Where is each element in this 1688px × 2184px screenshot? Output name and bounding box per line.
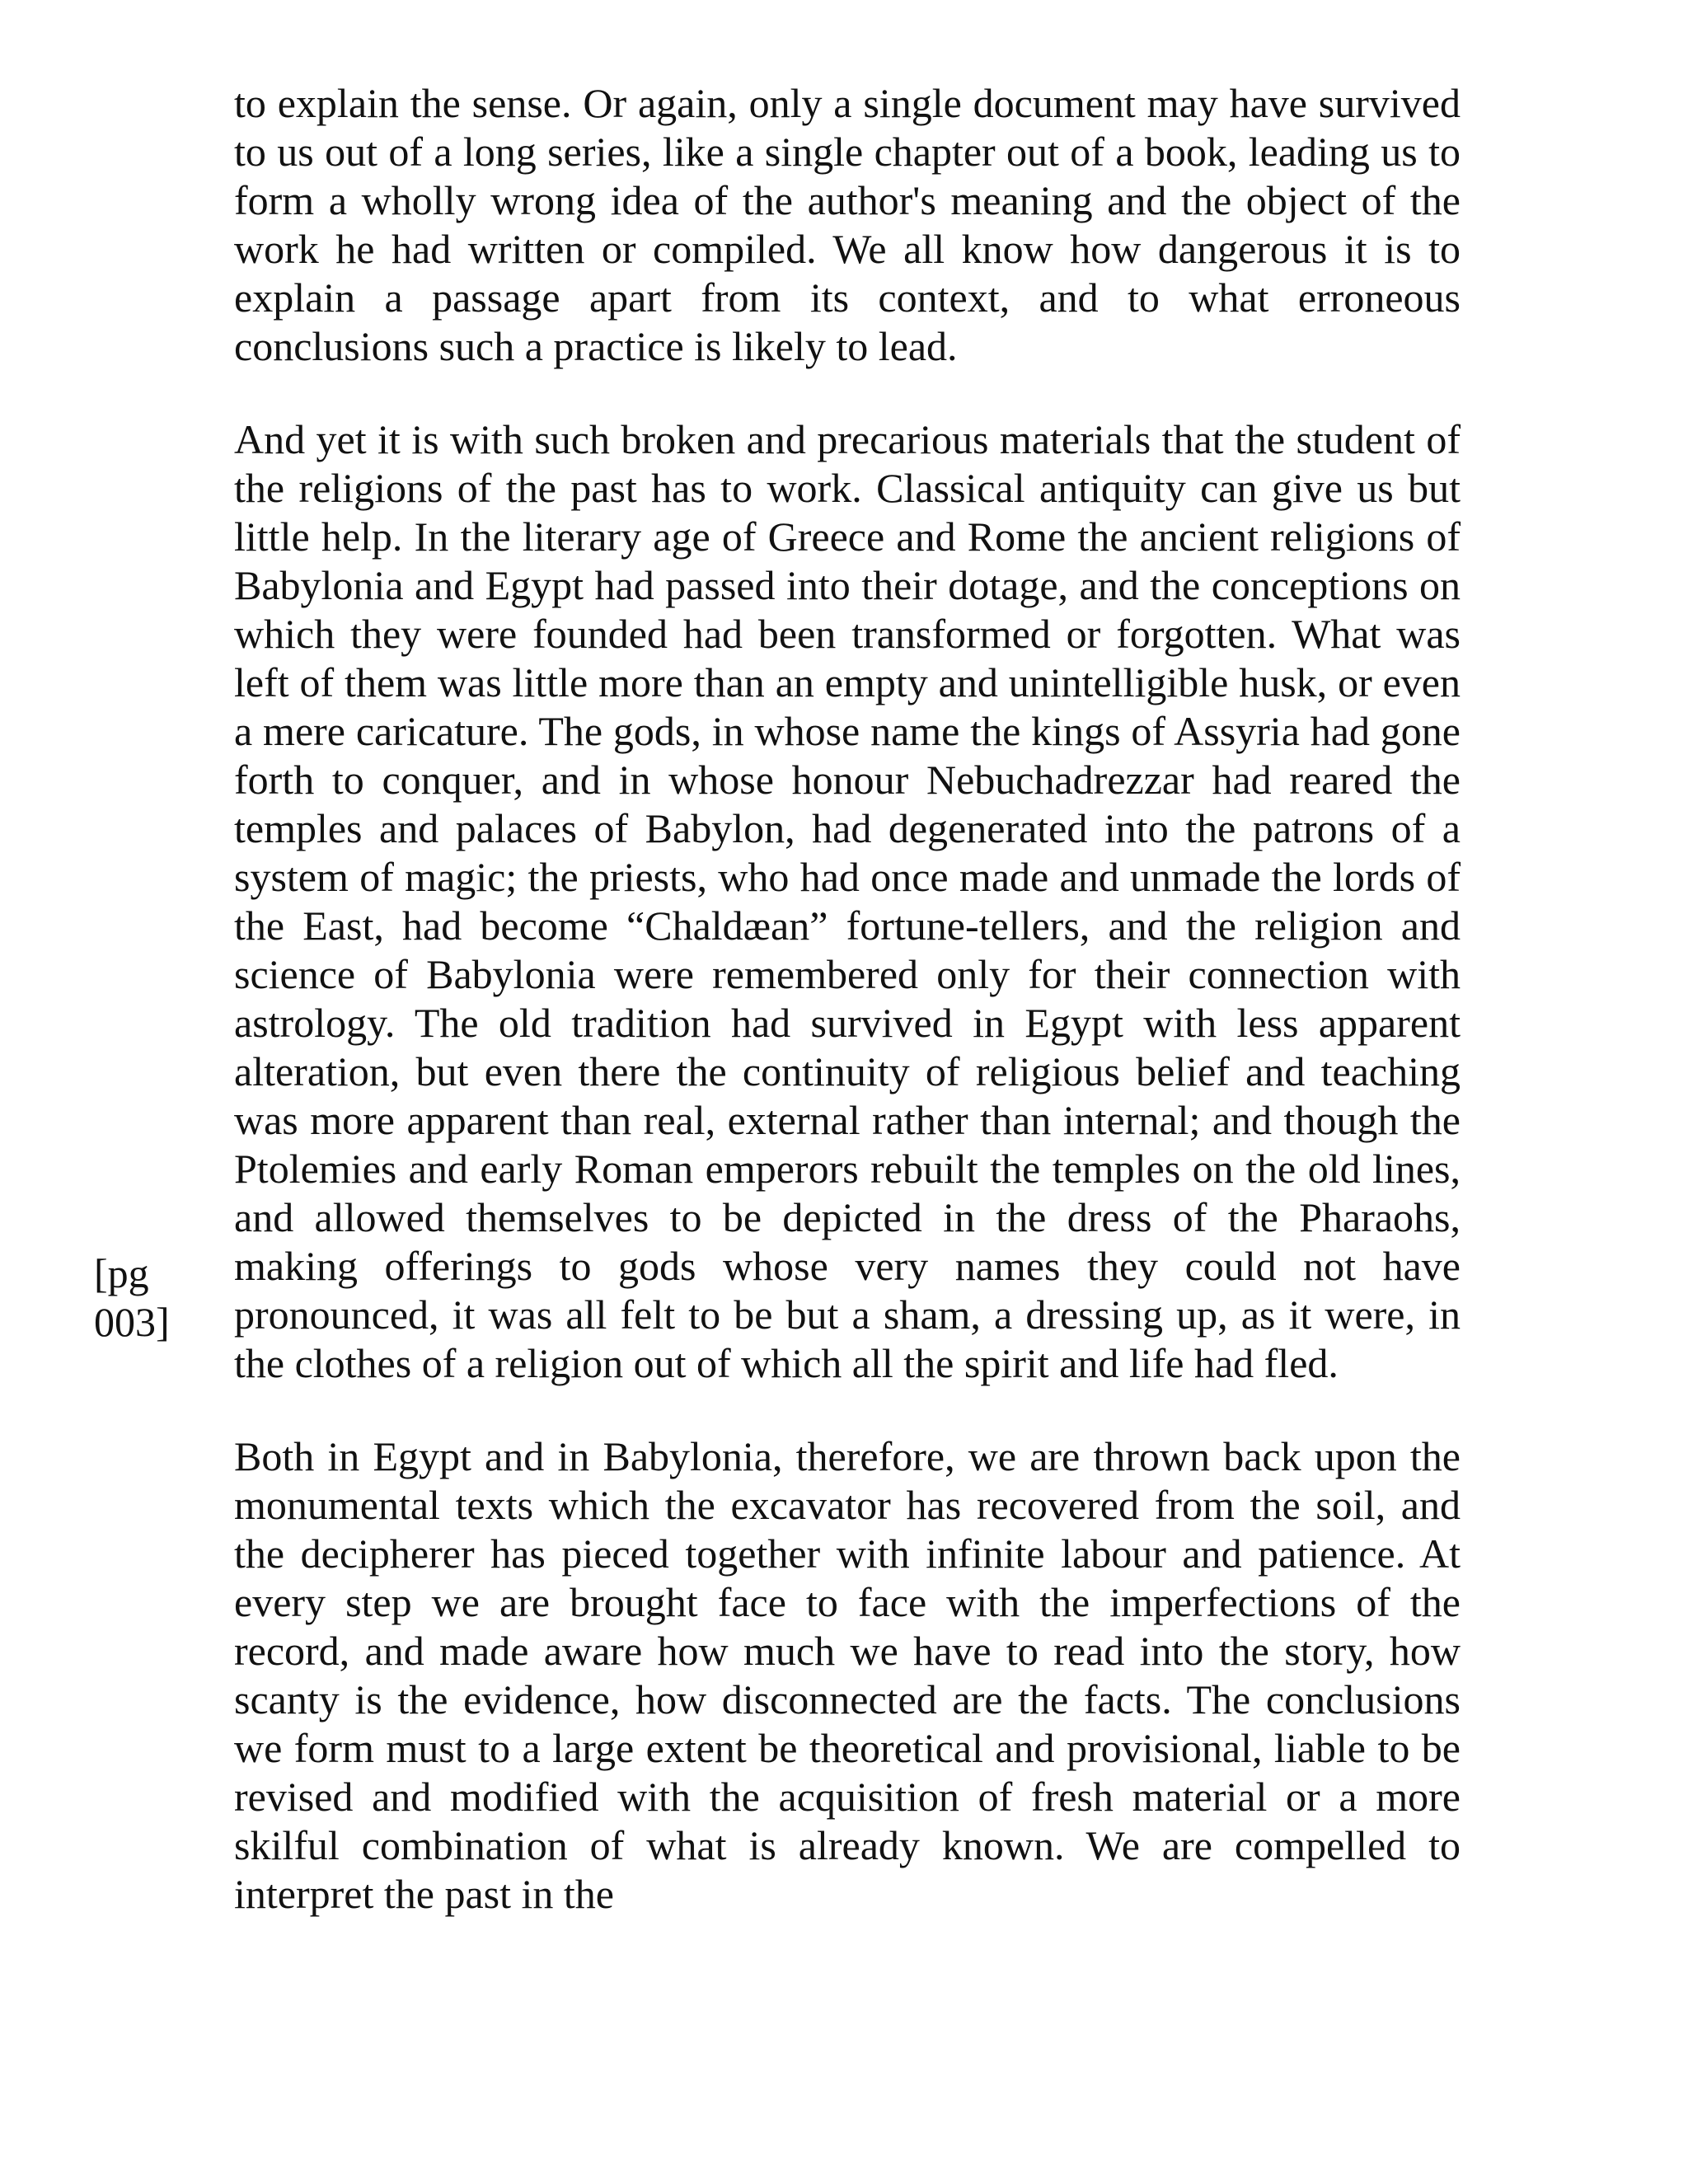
paragraph-1: to explain the sense. Or again, only a single document may have survived to us out of a long series, like a single chapter out of a book, leading us to form a wholly wrong idea of the author's meaning and the object of the work he had written or compiled. We all know how dangerous it is to explain a passage apart from its context, and to what erroneous conclusions such a practice is likely to lead. xyxy=(234,80,1461,369)
body-text xyxy=(234,79,1461,1919)
page-number-marker: [pg 003] xyxy=(94,1250,170,1345)
paragraph-2: And yet it is with such broken and precarious materials that the student of the religions of the past has to work. Classical antiquity can give us but little help. In the literary age of Greece and Rome the ancient religions of Babylonia and Egypt had passed into their dotage, and the conceptions on which they were founded had been transformed or forgotten. What was left of them was little more than an empty and unintelligible husk, or even a mere caricature. The gods, in whose name the kings of Assyria had gone forth to conquer, and in whose honour Nebuchadrezzar had reared the temples and palaces of Babylon, had degenerated into the patrons of a system of magic; the priests, who had once made and unmade the lords of the East, had become “Chaldæan” fortune-tellers, and the religion and science of Babylonia were remembered only for their connection with astrology. The old tradition had survived in Egypt with less apparent alteration, but even there the continuity of religious belief and teaching was more apparent than real, external rather than internal; and though the Ptolemies and early Roman emperors rebuilt the temples on the old lines, and allowed themselves to be depicted in the dress of the Pharaohs, making offerings to gods whose very names they could not have pronounced, it was all felt to be but a sham, a dressing up, as it were, in the clothes of a religion out of which all the spirit and life had fled. xyxy=(234,416,1461,1386)
paragraph-3: Both in Egypt and in Babylonia, therefore, we are thrown back upon the monumental texts which the excavator has recovered from the soil, and the decipherer has pieced together with infinite labour and patience. At every step we are brought face to face with the imperfections of the record, and made aware how much we have to read into the story, how scanty is the evidence, how disconnected are the facts. The conclusions we form must to a large extent be theoretical and provisional, liable to be revised and modified with the acquisition of fresh material or a more skilful combination of what is already known. We are compelled to interpret the past in the xyxy=(234,1433,1461,1917)
